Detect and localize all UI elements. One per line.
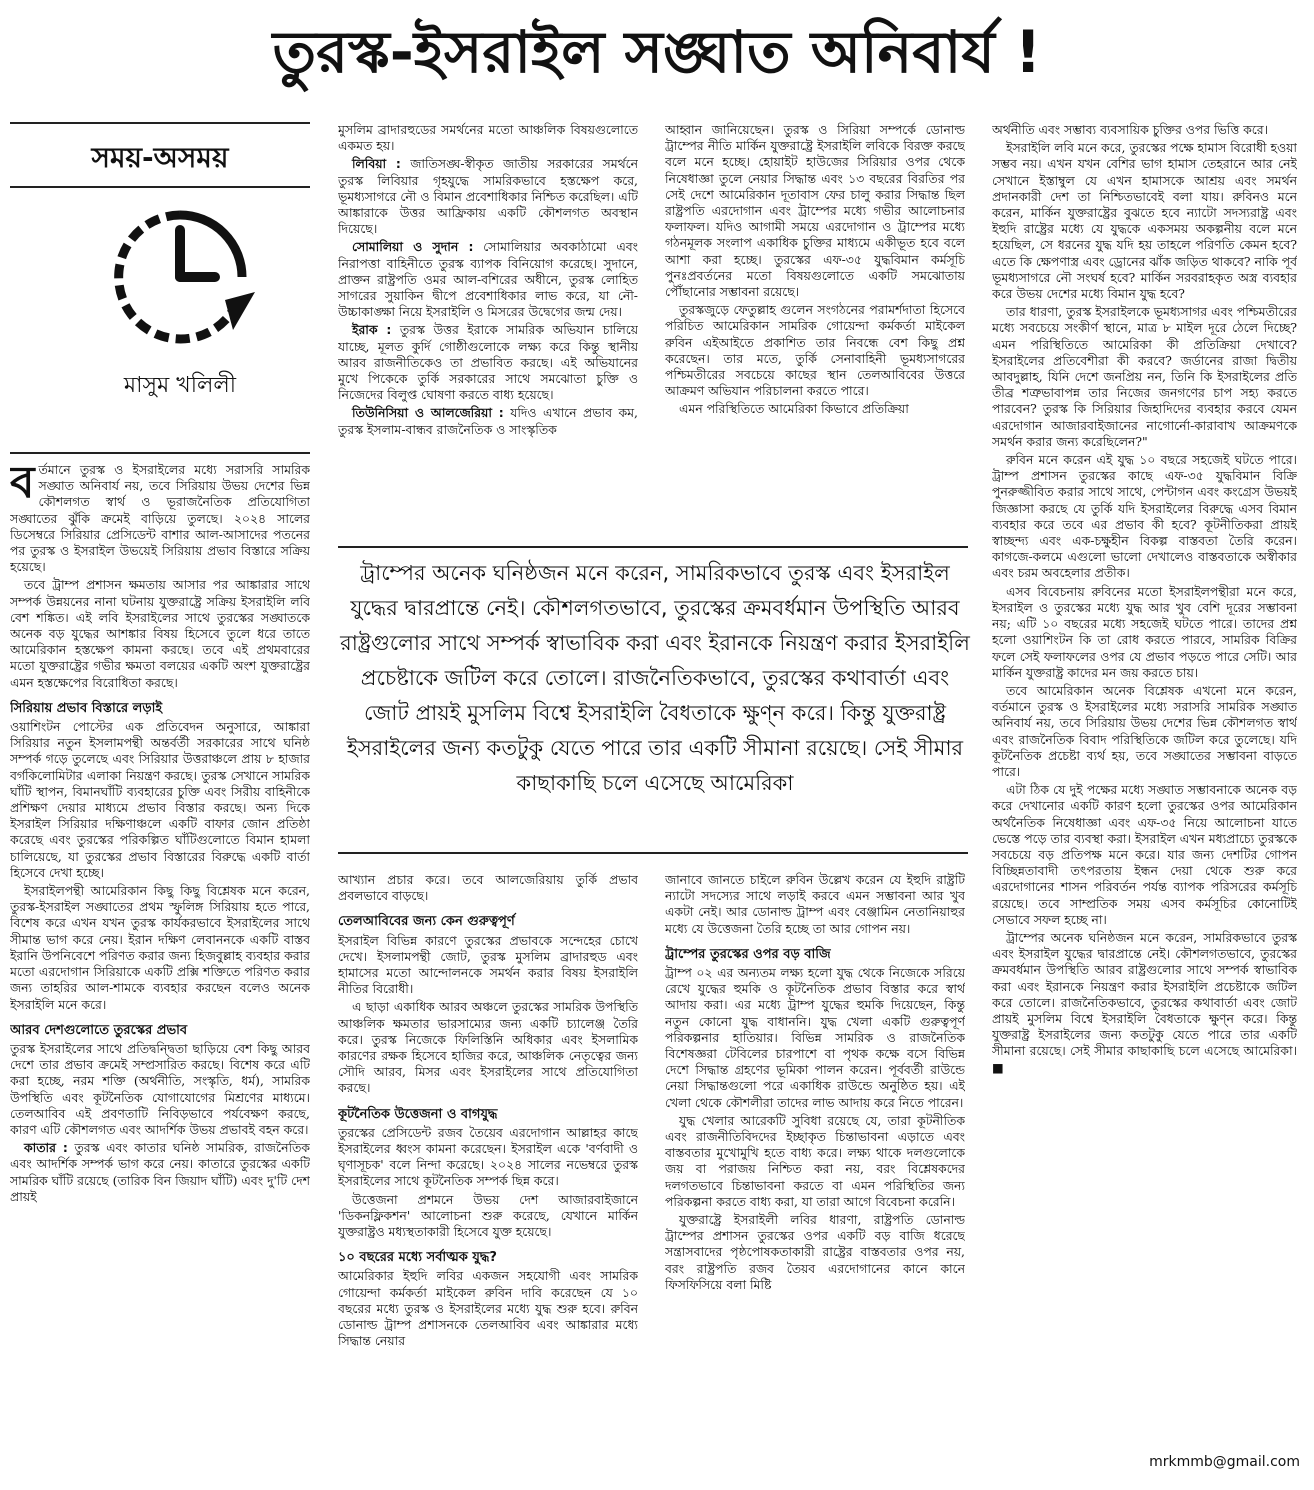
paragraph: তুরস্কের প্রেসিডেন্ট রজব তৈয়েব এরদোগান আল্লাহর কাছে ইসরাইলের ধ্বংস কামনা করেছেন। ইসরাইল একে 'বর্ণবাদী ও ঘৃণাসূচক' বলে নিন্দা করেছে। ২০২৪ সালের নভেম্বরে তুরস্ক ইসরাইলের সাথে কূটনৈতিক সম্পর্ক ছিন্ন করে। <box>338 1124 638 1189</box>
paragraph: ইরাক : তুরস্ক উত্তর ইরাকে সামরিক অভিযান চালিয়ে যাচ্ছে, মূলত কুর্দি গোষ্ঠীগুলোকে লক্ষ্য করে কিন্তু স্থানীয় আরব রাজনীতিকেও তা প্রভাবিত করছে। এই অভিযানের মুখে পিকেকে তুর্কি সরকারের সাথে সমঝোতা চুক্তি ও নিজেদের বিলুপ্ত ঘোষণা করতে বাধ্য হয়েছে। <box>338 322 638 403</box>
paragraph: তুরস্ক ইসরাইলের সাথে প্রতিদ্বন্দ্বিতা ছাড়িয়ে বেশ কিছু আরব দেশে তার প্রভাব ক্রমেই সম্প্রসারিত করছে। বিশেষ করে এটি করা হচ্ছে, নরম শক্তি (অর্থনীতি, সংস্কৃতি, ধর্ম), সামরিক উপস্থিতি এবং কূটনৈতিক যোগাযোগের মিশ্রণের মাধ্যমে। তেলআবিব এই প্রবণতাটি নিবিড়ভাবে পর্যবেক্ষণ করছে, কারণ এটি কৌশলগত এবং আদর্শিক উভয় প্রভাবই বহন করে। <box>10 1040 310 1137</box>
paragraph: যুদ্ধ খেলার আরেকটি সুবিধা রয়েছে যে, তারা কূটনীতিক এবং রাজনীতিবিদদের ইচ্ছাকৃত চিন্তাভাবনা এড়াতে এবং বাস্তবতার মুখোমুখি হতে বাধ্য করে। লক্ষ্য থাকে দলগুলোকে জয় বা পরাজয় নিশ্চিত করা নয়, বরং বিশ্লেষকদের দলগতভাবে চিন্তাভাবনা করতে বা এমন পরিস্থিতির জন্য পরিকল্পনা করতে বাধ্য করা, যা তারা আগে বিবেচনা করেনি। <box>665 1112 965 1209</box>
paragraph: এ ছাড়া একাধিক আরব অঞ্চলে তুরস্কের সামরিক উপস্থিতি আঞ্চলিক ক্ষমতার ভারসাম্যের জন্য একটি চ্যালেঞ্জ তৈরি করে। তুরস্ক নিজেকে ফিলিস্তিনি অধিকার এবং ইসলামিক কারণের রক্ষক হিসেবে হাজির করে, আঞ্চলিক নেতৃত্বের জন্য সৌদি আরব, মিসর এবং ইসরাইলের সাথে প্রতিযোগিতা করছে। <box>338 999 638 1096</box>
section-heading: তেলআবিবের জন্য কেন গুরুত্বপূর্ণ <box>338 914 515 930</box>
paragraph: আমেরিকার ইহুদি লবির একজন সহযোগী এবং সামরিক গোয়েন্দা কর্মকর্তা মাইকেল রুবিন দাবি করেছেন যে ১০ বছরের মধ্যে তুরস্ক ও ইসরাইলের মধ্যে যুদ্ধ শুরু হবে। রুবিন ডোনাল্ড ট্রাম্প প্রশাসনকে তেলআবিব এবং আঙ্কারার মধ্যে সিদ্ধান্ত নেয়ার <box>338 1268 638 1349</box>
paragraph: এসব বিবেচনায় রুবিনের মতো ইসরাইলপন্থীরা মনে করে, ইসরাইল ও তুরস্কের মধ্যে যুদ্ধ আর খুব বেশি দূরের সম্ভাবনা নয়; এটি ১০ বছরের মধ্যে সহজেই ঘটতে পারে। তাদের প্রশ্ন হলো ওয়াশিংটন কি তা রোধ করতে পারবে, সামরিক বিক্রির ফলে সেই ফলাফলের ওপর যে প্রভাব পড়তে পারে সেটি। আর মার্কিন যুক্তরাষ্ট্র কাদের মন জয় করতে চায়। <box>992 583 1297 680</box>
paragraph: তিউনিসিয়া ও আলজেরিয়া : যদিও এখানে প্রভাব কম, তুরস্ক ইসলাম-বান্ধব রাজনৈতিক ও সাংস্কৃতিক <box>338 405 638 437</box>
paragraph: তার ধারণা, তুরস্ক ইসরাইলকে ভূমধ্যসাগর এবং পশ্চিমতীরের মধ্যে সবচেয়ে সংকীর্ণ স্থানে, মাত্র ৮ মাইল দূরে ঠেলে দিচ্ছে? এমন পরিস্থিতিতে আমেরিকা কী প্রতিক্রিয়া দেখাবে? ইসরাইলের প্রতিবেশীরা কী করবে? জর্ডানের রাজা দ্বিতীয় আবদুল্লাহ, যিনি দেশে জনপ্রিয় নন, তিনি কি ইসরাইলের প্রতি তীব্র শত্রুভাবাপন্ন তার নিজের জনগণের চাপ সহ্য করতে পারবেন? তুরস্ক কি সিরিয়ার জিহাদিদের ব্যবহার করবে যেমন এরদোগান আজারবাইজানের নাগোর্নো-কারাবাখ আক্রমণকে সমর্থন করার জন্য করেছিলেন?" <box>992 304 1297 449</box>
section-heading: কূটনৈতিক উত্তেজনা ও বাগযুদ্ধ <box>338 1106 498 1122</box>
paragraph: কাতার : তুরস্ক এবং কাতার ঘনিষ্ঠ সামরিক, রাজনৈতিক এবং আদর্শিক সম্পর্ক ভাগ করে নেয়। কাতারে তুরস্কের একটি সামরিক ঘাঁটি রয়েছে (তারিক বিন জিয়াদ ঘাঁটি) এবং দু'টি দেশ প্রায়ই <box>10 1140 310 1204</box>
paragraph: ওয়াশিংটন পোস্টের এক প্রতিবেদন অনুসারে, আঙ্কারা সিরিয়ার নতুন ইসলামপন্থী অন্তর্বর্তী সরকারের সাথে ঘনিষ্ঠ সম্পর্ক গড়ে তুলেছে এবং সিরিয়ার উত্তরাঞ্চলে প্রায় ৮ হাজার বর্গকিলোমিটার এলাকা নিয়ন্ত্রণ করছে। তুরস্ক সেখানে সামরিক ঘাঁটি স্থাপন, বিমানঘাঁটি ব্যবহারের চুক্তি এবং সিরীয় বাহিনীকে প্রশিক্ষণ দেয়ার মাধ্যমে প্রভাব বিস্তার করছে। অন্য দিকে ইসরাইল সিরিয়ার দক্ষিণাঞ্চলে একটি বাফার জোন প্রতিষ্ঠা করেছে এবং তুরস্কের পরিকল্পিত ঘাঁটিগুলোতে বিমান হামলা চালিয়েছে, যা তুরস্কের প্রভাব বিস্তারের বিরুদ্ধে একটি বার্তা হিসেবে দেখা হচ্ছে। <box>10 719 310 880</box>
paragraph: ইসরাইলপন্থী আমেরিকান কিছু কিছু বিশ্লেষক মনে করেন, তুরস্ক-ইসরাইল সঙ্ঘাতের প্রথম স্ফুলিঙ্গ সিরিয়ায় হতে পারে, বিশেষ করে এখন যখন তুরস্ক কার্যকরভাবে ইসরাইলের সাথে সীমান্ত ভাগ করে নেয়। ইরান দক্ষিণ লেবাননকে একটি বাস্তব ইরানি উপনিবেশে পরিণত করার জন্য হিজবুল্লাহ ব্যবহার করার মতো এরদোগান সিরিয়াকে একটি প্রক্সি শক্তিতে পরিণত করার জন্য তাহরির আল-শামকে ব্যবহার করছেন বলেও অনেক ইসরাইলি মনে করে। <box>10 883 310 1012</box>
inline-label: তিউনিসিয়া ও আলজেরিয়া : <box>352 405 504 421</box>
article-column-3-bottom <box>665 872 965 1482</box>
inline-label: ইরাক : <box>352 322 392 338</box>
article-column-2-top <box>338 122 638 532</box>
author-name: মাসুম খলিলী <box>123 373 237 398</box>
pullquote-bottom-rule <box>338 852 968 854</box>
paragraph: অর্থনীতি এবং সম্ভাব্য ব্যবসায়িক চুক্তির ওপর ভিত্তি করে। <box>992 122 1269 137</box>
author-rule <box>10 452 310 454</box>
paragraph: ইসরাইল বিভিন্ন কারণে তুরস্কের প্রভাবকে সন্দেহের চোখে দেখে। ইসলামপন্থী জোট, তুরস্ক মুসলিম ব্রাদারহুড এবং হামাসের মতো আন্দোলনকে সমর্থন করার বিষয় ইসরাইলি নীতির বিরোধী। <box>338 932 638 997</box>
inline-label: কাতার : <box>24 1140 68 1156</box>
pullquote-top-rule <box>338 546 968 548</box>
article-column-3-top <box>665 122 965 532</box>
paragraph: সোমালিয়া ও সুদান : সোমালিয়ার অবকাঠামো এবং নিরাপত্তা বাহিনীতে তুরস্ক ব্যাপক বিনিয়োগ করেছে। সুদানে, প্রাক্তন রাষ্ট্রপতি ওমর আল-বশিরের অধীনে, তুরস্ক লোহিত সাগরের সুয়াকিন দ্বীপে প্রবেশাধিকার লাভ করে, যা নৌ-উচ্চাকাঙ্ক্ষা নিয়ে ইসরাইলি ও মিসরের উদ্বেগের জন্ম দেয়। <box>338 239 638 320</box>
paragraph: আখ্যান প্রচার করে। তবে আলজেরিয়ায় তুর্কি প্রভাব প্রবলভাবে বাড়ছে। <box>338 872 638 904</box>
author-email[interactable]: mrkmmb@gmail.com <box>1149 1454 1300 1470</box>
paragraph: রুবিন মনে করেন এই যুদ্ধ ১০ বছরে সহজেই ঘটতে পারে। ট্রাম্প প্রশাসন তুরস্কের কাছে এফ-৩৫ যুদ্ধবিমান বিক্রি পুনরুজ্জীবিত করার সাথে সাথে, পেন্টাগন এবং কংগ্রেস উভয়ই জিজ্ঞাসা করছে যে তুর্কি যদি ইসরাইলের বিরুদ্ধে এসব বিমান ব্যবহার করে তবে এর প্রভাব কী হবে? কূটনীতিকরা প্রায়ই স্বাচ্ছন্দ্য এবং এক-চক্ষুহীন বিকল্প বাস্তবতা তৈরি করেন। কাগজে-কলমে এগুলো ভালো দেখালেও বাস্তবতাকে অস্বীকার এবং চরম অবহেলার প্রতীক। <box>992 452 1297 581</box>
paragraph: মুসলিম ব্রাদারহুডের সমর্থনের মতো আঞ্চলিক বিষয়গুলোতে একমত হয়। <box>338 122 638 154</box>
paragraph: উত্তেজনা প্রশমনে উভয় দেশ আজারবাইজানে 'ডিকনফ্লিকশন' আলোচনা শুরু করেছে, যেখানে মার্কিন যুক্তরাষ্ট্রও মধ্যস্থতাকারী হিসেবে যুক্ত হয়েছে। <box>338 1191 638 1240</box>
article-column-4 <box>992 122 1297 1452</box>
paragraph: আহ্বান জানিয়েছেন। তুরস্ক ও সিরিয়া সম্পর্কে ডোনাল্ড ট্রাম্পের নীতি মার্কিন যুক্তরাষ্ট্রে ইসরাইলি লবিকে বিরক্ত করছে বলে মনে হচ্ছে। হোয়াইট হাউজের সিরিয়ার ওপর থেকে নিষেধাজ্ঞা তুলে নেয়ার সিদ্ধান্ত এবং ১৩ বছরের বিরতির পর সেই দেশে আমেরিকান দূতাবাস ফের চালু করার সিদ্ধান্ত ছিল রাষ্ট্রপতি এরদোগান এবং ট্রাম্পের মধ্যে গভীর আলোচনার ফলাফল। যদিও আগামী সময়ে এরদোগান ও ট্রাম্পের মধ্যে গঠনমূলক সংলাপ একাধিক চুক্তির মাধ্যমে একীভূত হবে বলে আশা করা হচ্ছে। তুরস্কের এফ-৩৫ যুদ্ধবিমান কর্মসূচি পুনঃপ্রবর্তনের মতো বিষয়গুলোতে একটি সমঝোতায় পৌঁছানোর সম্ভাবনা রয়েছে। <box>665 122 965 300</box>
article-column-2-bottom <box>338 872 638 1482</box>
paragraph: তবে ট্রাম্প প্রশাসন ক্ষমতায় আসার পর আঙ্কারার সাথে সম্পর্ক উন্নয়নের নানা ঘটনায় যুক্তরাষ্ট্রে সক্রিয় ইসরাইলি লবি বেশ শঙ্কিত। এই লবি ইসরাইলের সাথে তুরস্কের সঙ্ঘাতকে অনেক বড় যুদ্ধের আশঙ্কার বিষয় হিসেবে তুলে ধরে তাতে আমেরিকান হস্তক্ষেপ কামনা করছে। তবে এই প্রথমবারের মতো যুক্তরাষ্ট্রের গভীর ক্ষমতা বলয়ের একটি অংশ যুক্তরাষ্ট্রের এমন হস্তক্ষেপের বিরোধিতা করছে। <box>10 577 310 690</box>
paragraph: ট্রাম্প ০২ এর অন্যতম লক্ষ্য হলো যুদ্ধ থেকে নিজেকে সরিয়ে রেখে যুদ্ধের হুমকি ও কূটনৈতিক প্রভাব বিস্তার করে স্বার্থ আদায় করা। এর মধ্যে ট্রাম্প যুদ্ধের হুমকি দিয়েছেন, কিন্তু নতুন কোনো যুদ্ধ বাধাননি। যুদ্ধ খেলা একটি গুরুত্বপূর্ণ পরিকল্পনার হাতিয়ার। বিভিন্ন সামরিক ও রাজনৈতিক বিশেষজ্ঞরা টেবিলের চারপাশে বা পৃথক কক্ষে বসে বিভিন্ন দেশে সিদ্ধান্ত গ্রহণের ভূমিকা পালন করেন। পূর্ববর্তী রাউন্ডে নেয়া সিদ্ধান্তগুলো পরে একাধিক রাউন্ডে অনুষ্ঠিত হয়। এই খেলা থেকে কৌশলীরা তাদের লাভ আদায় করে নিতে পারেন। <box>665 965 965 1110</box>
headline: তুরস্ক-ইসরাইল সঙ্ঘাত অনিবার্য ! <box>272 18 1042 86</box>
inline-label: সোমালিয়া ও সুদান : <box>352 239 474 255</box>
column-box <box>10 122 310 183</box>
article-column-1 <box>10 462 310 1482</box>
inline-label: লিবিয়া : <box>352 156 401 172</box>
paragraph: যুক্তরাষ্ট্রে ইসরাইলী লবির ধারণা, রাষ্ট্রপতি ডোনাল্ড ট্রাম্পের প্রশাসন তুরস্কের ওপর একটি বড় বাজি ধরেছে সন্ত্রাসবাদের পৃষ্ঠপোষকতাকারী রাষ্ট্রের বাস্তবতার ওপর নয়, বরং রাষ্ট্রপতি রজব তৈয়ব এরদোগানের কানে কানে ফিসফিসিয়ে বলা মিষ্টি <box>665 1212 965 1292</box>
drop-cap: ব <box>10 462 35 508</box>
paragraph: এটা ঠিক যে দুই পক্ষের মধ্যে সঙ্ঘাত সম্ভাবনাকে অনেক বড় করে দেখানোর একটি কারণ হলো তুরস্কের ওপর আমেরিকান অর্থনৈতিক নিষেধাজ্ঞা এবং এফ-৩৫ নিয়ে আলোচনা যাতে ভেস্তে পড়ে তার ব্যবস্থা করা। ইসরাইল এখন মধ্যপ্রাচ্যে তুরস্ককে সবচেয়ে বড় প্রতিপক্ষ মনে করে। যার জন্য দেশটির গোপন বিচ্ছিন্নতাবাদী তৎপরতায় ইন্ধন দেয়া থেকে শুরু করে এরদোগানের শাসন পরিবর্তন পর্যন্ত ব্যাপক পরিসরের কর্মসূচি রয়েছে। তবে সাম্প্রতিক সময় এসব কর্মসূচির কোনোটিই সেভাবে সফল হচ্ছে না। <box>992 782 1297 927</box>
pull-quote: ট্রাম্পের অনেক ঘনিষ্ঠজন মনে করেন, সামরিকভাবে তুরস্ক এবং ইসরাইল যুদ্ধের দ্বারপ্রান্তে নেই। কৌশলগতভাবে, তুরস্কের ক্রমবর্ধমান উপস্থিতি আরব রাষ্ট্রগুলোর সাথে সম্পর্ক স্বাভাবিক করা এবং ইরানকে নিয়ন্ত্রণ করার ইসরাইলি প্রচেষ্টাকে জটিল করে তোলে। রাজনৈতিকভাবে, তুরস্কের কথাবার্তা এবং জোট প্রায়ই মুসলিম বিশ্বে ইসরাইলি বৈধতাকে ক্ষুণ্ন করে। কিন্তু যুক্তরাষ্ট্র ইসরাইলের জন্য কতটুকু যেতে পারে তার একটি সীমানা রয়েছে। সেই সীমার কাছাকাছি চলে এসেছে আমেরিকা <box>340 561 970 795</box>
paragraph: ইসরাইলি লবি মনে করে, তুরস্কের পক্ষে হামাস বিরোধী হওয়া সম্ভব নয়। এখন যখন বেশির ভাগ হামাস তেহরানে আর নেই সেখানে ইস্তাম্বুল যে এখন হামাসকে আশ্রয় এবং সমর্থন প্রদানকারী দেশ তা নিশ্চিতভাবেই বলা যায়। রুবিনও মনে করেন, মার্কিন যুক্তরাষ্ট্রের বুঝতে হবে ন্যাটো সদস্যরাষ্ট্র এবং ইহুদি রাষ্ট্রের মধ্যে যে যুদ্ধকে একসময় অকল্পনীয় বলে মনে হয়েছিল, সে ধরনের যুদ্ধ যদি হয় তাহলে পরিণতি কেমন হবে? এতে কি ক্ষেপণাস্ত্র এবং ড্রোনের ঝাঁক জড়িত থাকবে? নাকি পূর্ব ভূমধ্যসাগরে নৌ সংঘর্ষ হবে? মার্কিন সরবরাহকৃত অস্ত্র ব্যবহার করে উভয় দেশের মধ্যে বিমান যুদ্ধ হবে? <box>992 140 1297 302</box>
section-heading: ১০ বছরের মধ্যে সর্বাত্মক যুদ্ধ? <box>338 1250 497 1266</box>
paragraph: তুরস্কজুড়ে ফেতুল্লাহ গুলেন সংগঠনের পরামর্শদাতা হিসেবে পরিচিত আমেরিকান সামরিক গোয়েন্দা কর্মকর্তা মাইকেল রুবিন এইআইতে প্রকাশিত তার নিবন্ধে বেশ কিছু প্রশ্ন করেছেন। তার মতে, তুর্কি সেনাবাহিনী ভূমধ্যসাগরের পশ্চিমতীরের সবচেয়ে কাছের স্থান তেলআবিবের উত্তরে আক্রমণ অভিযান পরিচালনা করতে পারে। <box>665 302 965 399</box>
clock-icon <box>105 200 255 360</box>
paragraph: জানাবে জানতে চাইলে রুবিন উল্লেখ করেন যে ইহুদি রাষ্ট্রটি ন্যাটো সদস্যের সাথে লড়াই করবে এমন সম্ভাবনা আর খুব একটা নেই। আর ডোনাল্ড ট্রাম্প এবং বেঞ্জামিন নেতানিয়াহুর মধ্যে যে উত্তেজনা তৈরি হচ্ছে তা আর গোপন নয়। <box>665 872 965 936</box>
section-heading: ট্রাম্পের তুরস্কের ওপর বড় বাজি <box>665 946 831 962</box>
paragraph: বর্তমানে তুরস্ক ও ইসরাইলের মধ্যে সরাসরি সামরিক সঙ্ঘাত অনিবার্য নয়, তবে সিরিয়ায় উভয় দেশের ভিন্ন কৌশলগত স্বার্থ ও ভূরাজনৈতিক প্রতিযোগিতা সঙ্ঘাতের ঝুঁকি ক্রমেই বাড়িয়ে তুলছে। ২০২৪ সালের ডিসেম্বরে সিরিয়ার প্রেসিডেন্ট বাশার আল-আসাদের পতনের পর তুরস্ক ও ইসরাইল উভয়েই সিরিয়ায় প্রভাব বিস্তারে সক্রিয় হয়েছে। <box>10 462 310 575</box>
section-heading: আরব দেশগুলোতে তুরস্কের প্রভাব <box>10 1022 188 1038</box>
section-heading: সিরিয়ায় প্রভাব বিস্তারে লড়াই <box>10 700 163 716</box>
column-name: সময়-অসময় <box>91 141 229 174</box>
paragraph: এমন পরিস্থিতিতে আমেরিকা কিভাবে প্রতিক্রিয়া <box>679 401 909 417</box>
paragraph: ট্রাম্পের অনেক ঘনিষ্ঠজন মনে করেন, সামরিকভাবে তুরস্ক এবং ইসরাইল যুদ্ধের দ্বারপ্রান্তে নেই। কৌশলগতভাবে, তুরস্কের ক্রমবর্ধমান উপস্থিতি আরব রাষ্ট্রগুলোর সাথে সম্পর্ক স্বাভাবিক করা এবং ইরানকে নিয়ন্ত্রণ করার ইসরাইলি প্রচেষ্টাকে জটিল করে তোলে। রাজনৈতিকভাবে, তুরস্কের কথাবার্তা এবং জোট প্রায়ই মুসলিম বিশ্বে ইসরাইলি বৈধতাকে ক্ষুণ্ন করে। কিন্তু যুক্তরাষ্ট্র ইসরাইলের জন্য কতটুকু যেতে পারে তার একটি সীমানা রয়েছে। সেই সীমার কাছাকাছি চলে এসেছে আমেরিকা। ■ <box>992 929 1297 1075</box>
paragraph: তবে আমেরিকান অনেক বিশ্লেষক এখনো মনে করেন, বর্তমানে তুরস্ক ও ইসরাইলের মধ্যে সরাসরি সামরিক সঙ্ঘাত অনিবার্য নয়, তবে সিরিয়ায় উভয় দেশের ভিন্ন কৌশলগত স্বার্থ এবং রাজনৈতিক বিবাদ পরিস্থিতিকে জটিল করে তুলেছে। যদি কূটনৈতিক প্রচেষ্টা ব্যর্থ হয়, তবে সঙ্ঘাতের সম্ভাবনা বাড়তে পারে। <box>992 682 1297 779</box>
column-title-rule <box>10 186 310 188</box>
paragraph: লিবিয়া : জাতিসঙ্ঘ-স্বীকৃত জাতীয় সরকারের সমর্থনে তুরস্ক লিবিয়ার গৃহযুদ্ধে সামরিকভাবে হস্তক্ষেপ করে, ভূমধ্যসাগরে নৌ ও বিমান প্রবেশাধিকার নিশ্চিত করেছিল। এটি আঙ্কারাকে উত্তর আফ্রিকায় একটি কৌশলগত অবস্থান দিয়েছে। <box>338 156 638 237</box>
